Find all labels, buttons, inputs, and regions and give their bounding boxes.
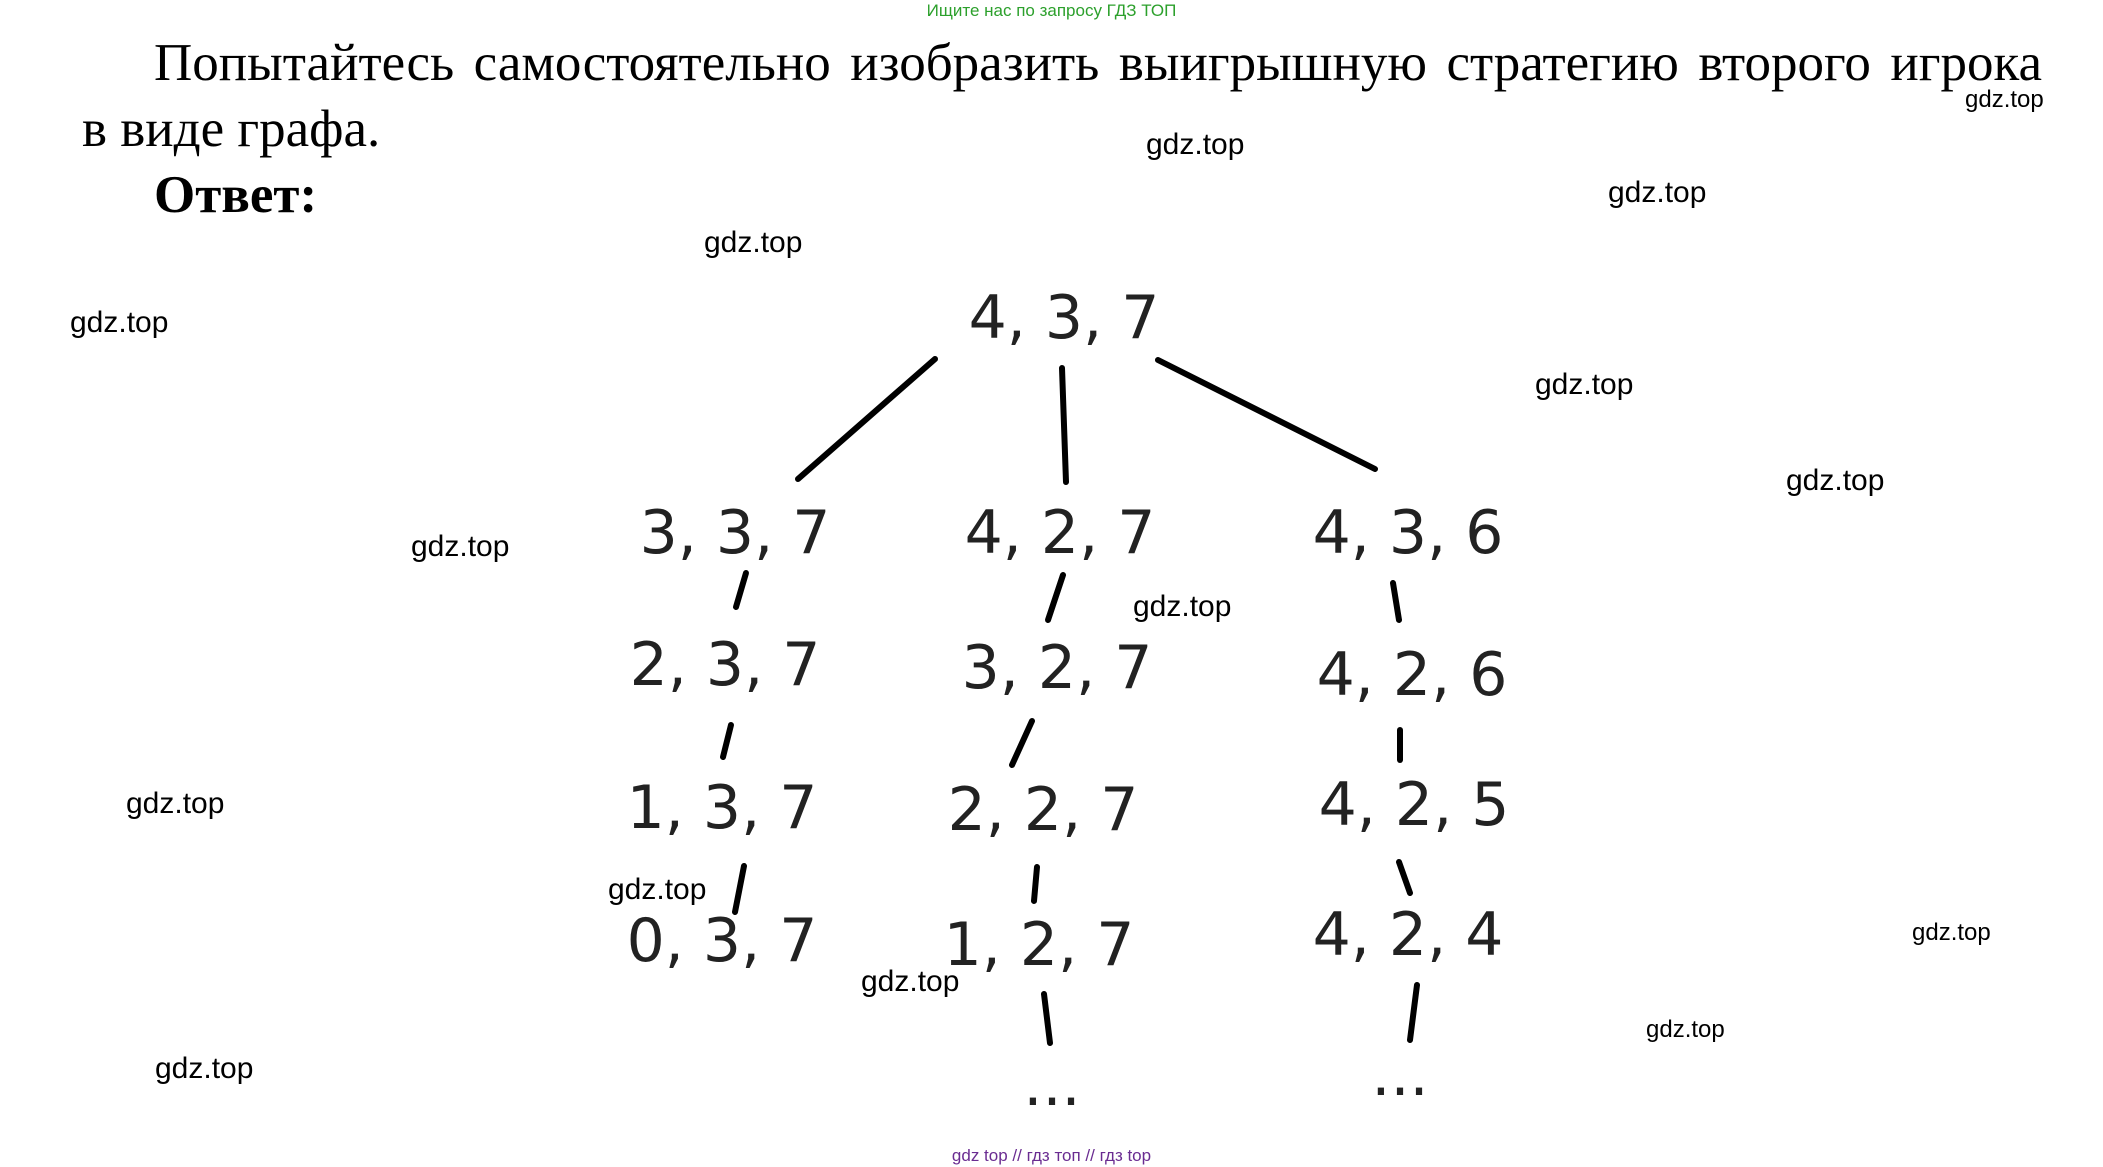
watermark: gdz.top	[1912, 919, 1991, 946]
watermark: gdz.top	[608, 873, 707, 906]
edge-root-left	[798, 359, 935, 479]
edge-right-4	[1410, 985, 1417, 1040]
graph-node: 2, 2, 7	[947, 775, 1139, 845]
graph-node-ellipsis: ...	[1023, 1050, 1081, 1120]
watermark: gdz.top	[1133, 590, 1232, 623]
graph-node: 1, 3, 7	[626, 773, 818, 843]
edge-right-1	[1393, 583, 1399, 620]
watermark: gdz.top	[1965, 86, 2044, 113]
watermark: gdz.top	[155, 1052, 254, 1085]
watermark: gdz.top	[861, 965, 960, 998]
watermark: gdz.top	[1535, 368, 1634, 401]
header-note: Ищите нас по запросу ГДЗ ТОП	[926, 1, 1177, 20]
graph-node: 1, 2, 7	[943, 910, 1135, 980]
watermark: gdz.top	[70, 306, 169, 339]
watermark: gdz.top	[704, 226, 803, 259]
watermark: gdz.top	[1786, 464, 1885, 497]
graph-node: 4, 2, 5	[1318, 770, 1510, 840]
watermark: gdz.top	[1608, 176, 1707, 209]
graph-node: 2, 3, 7	[629, 630, 821, 700]
edge-middle-2	[1012, 721, 1032, 765]
task-text: Попытайтесь самостоятельно изобразить выигрышную стратегию второго игрока в виде графа.	[82, 34, 2042, 158]
edge-left-1	[736, 573, 746, 607]
watermark: gdz.top	[126, 787, 225, 820]
graph-node: 4, 3, 6	[1312, 498, 1504, 568]
graph-node: 3, 3, 7	[639, 498, 831, 568]
edge-middle-3	[1034, 867, 1037, 901]
graph-node: 4, 2, 6	[1316, 640, 1508, 710]
answer-label: Ответ:	[154, 166, 318, 224]
footer-links: gdz top // гдз топ // гдз top	[951, 1146, 1152, 1165]
graph-node: 3, 2, 7	[961, 633, 1153, 703]
graph-node-ellipsis: ...	[1371, 1040, 1429, 1110]
watermark: gdz.top	[1646, 1016, 1725, 1043]
edge-middle-1	[1048, 575, 1063, 620]
watermark: gdz.top	[1146, 128, 1245, 161]
edge-right-3	[1399, 862, 1410, 893]
edge-middle-4	[1044, 994, 1050, 1043]
graph-node-root: 4, 3, 7	[968, 283, 1160, 353]
graph-node: 4, 2, 7	[964, 498, 1156, 568]
graph-node: 4, 2, 4	[1312, 900, 1504, 970]
graph-node: 0, 3, 7	[626, 906, 818, 976]
edge-root-right	[1158, 360, 1375, 469]
edge-root-middle	[1062, 368, 1066, 482]
edge-left-2	[723, 725, 731, 757]
watermark: gdz.top	[411, 530, 510, 563]
